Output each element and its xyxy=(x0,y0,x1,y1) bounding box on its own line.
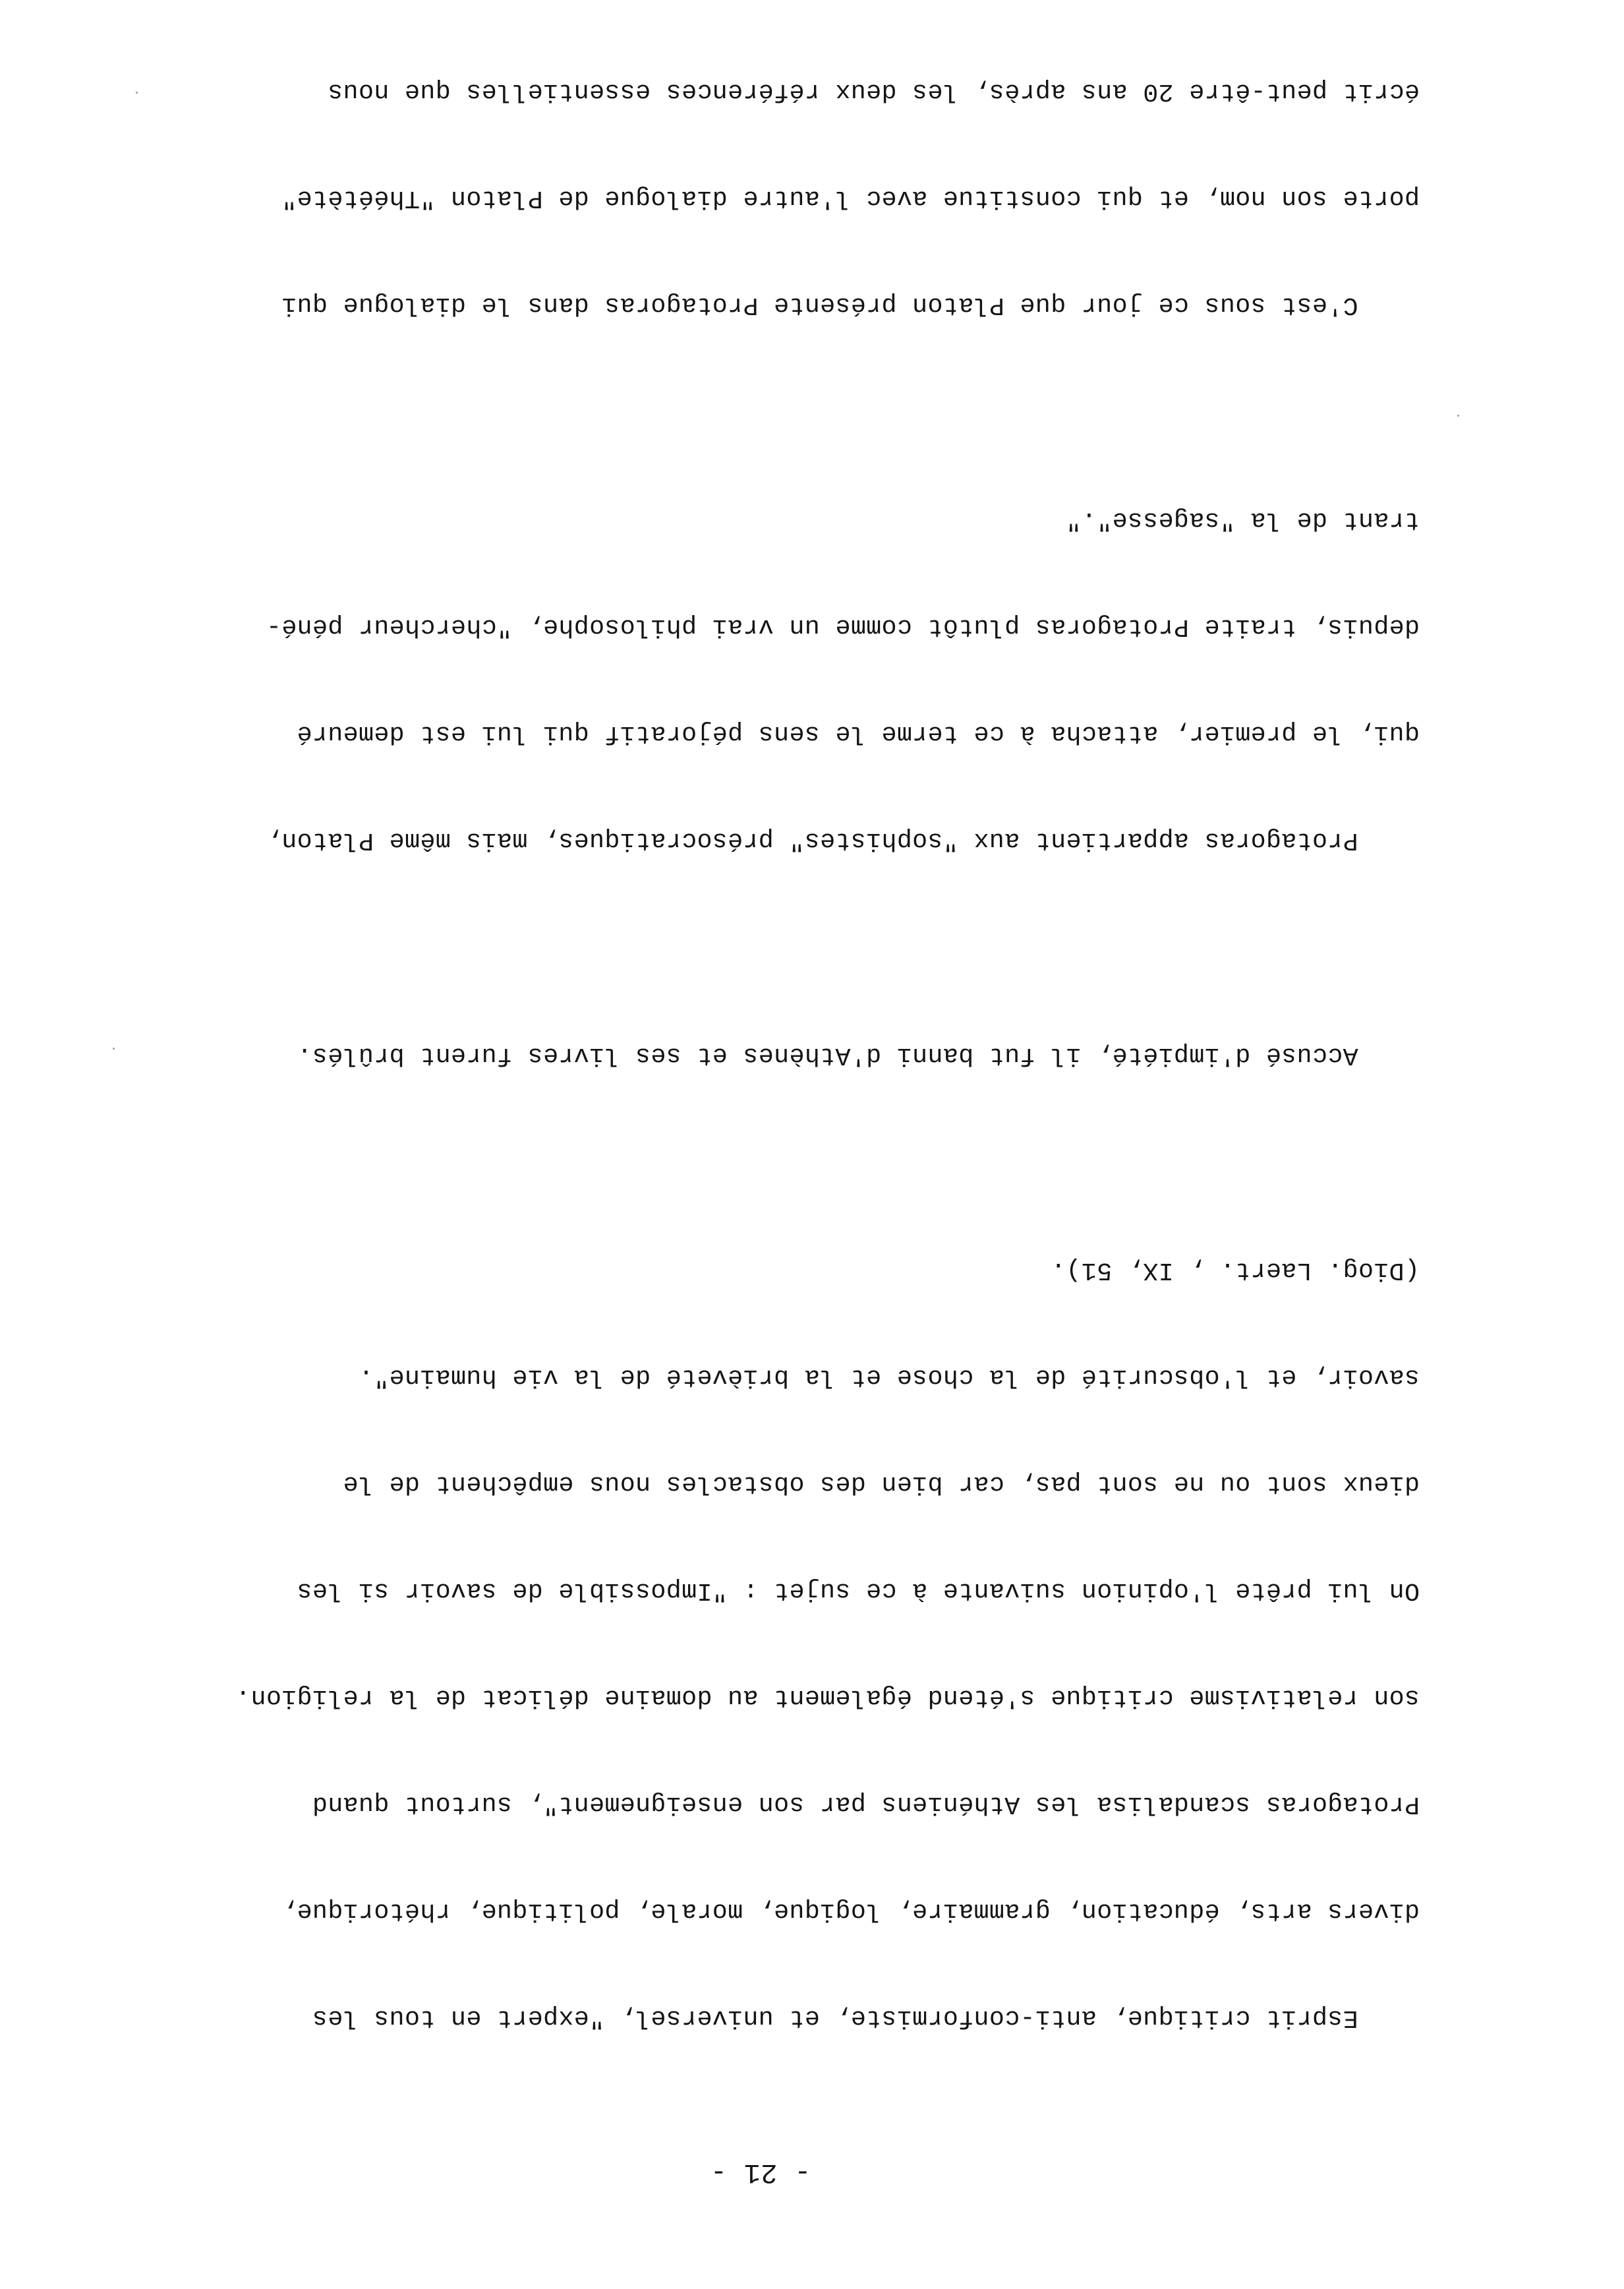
page-number: - 21 - xyxy=(710,2156,811,2188)
text-line: qui, le premier, attacha à ce terme le sens péjoratif qui lui est demeuré xyxy=(297,719,1420,748)
text-line: porte son nom, et qui constitue avec l'autre dialogue de Platon "Théétète" xyxy=(281,184,1420,213)
text-line: C'est sous ce jour que Platon présente Protagoras dans le dialogue qui xyxy=(281,291,1420,320)
scan-speck xyxy=(1457,415,1459,417)
page-content xyxy=(181,0,1420,2190)
text-line: Protagoras scandalisa les Athéniens par son enseignement", surtout quand xyxy=(312,1790,1420,1819)
text-line: Accusé d'impiété, il fut banni d'Athènes et ses livres furent brûlés. xyxy=(297,1041,1420,1070)
paragraph xyxy=(181,966,1420,1144)
text-line: trant de la "sagesse"." xyxy=(1066,506,1420,535)
text-line: On lui prête l'opinion suivante à ce sujet : "Impossible de savoir si les xyxy=(297,1576,1420,1605)
text-line: son relativisme critique s'étend également au domaine délicat de la religion. xyxy=(235,1683,1420,1712)
text-line: Esprit critique, anti-conformiste, et universel, "expert en tous les xyxy=(312,2004,1420,2033)
paragraph xyxy=(181,0,1420,394)
text-line: dieux sont ou ne sont pas, car bien des obstacles nous empêchent de le xyxy=(343,1470,1420,1499)
scan-speck xyxy=(136,92,138,94)
text-line xyxy=(181,0,1420,3)
text-line: depuis, traite Protagoras plutôt comme un vrai philosophe, "chercheur péné- xyxy=(266,612,1420,641)
text-line: écrit peut-être 20 ans après, les deux références essentielles que nous xyxy=(327,77,1420,106)
text-line: savoir, et l'obscurité de la chose et la brièveté de la vie humaine". xyxy=(358,1363,1420,1392)
paragraph xyxy=(181,431,1420,930)
paragraph xyxy=(181,1181,1420,2107)
text-line: Protagoras appartient aux "sophistes" présocratiques, mais même Platon, xyxy=(266,826,1420,855)
scan-speck xyxy=(113,1048,115,1050)
text-line: divers arts, éducation, grammaire, logique, morale, politique, rhétorique, xyxy=(281,1897,1420,1926)
text-line: (Diog. Laert. , IX, 51). xyxy=(1050,1256,1420,1285)
